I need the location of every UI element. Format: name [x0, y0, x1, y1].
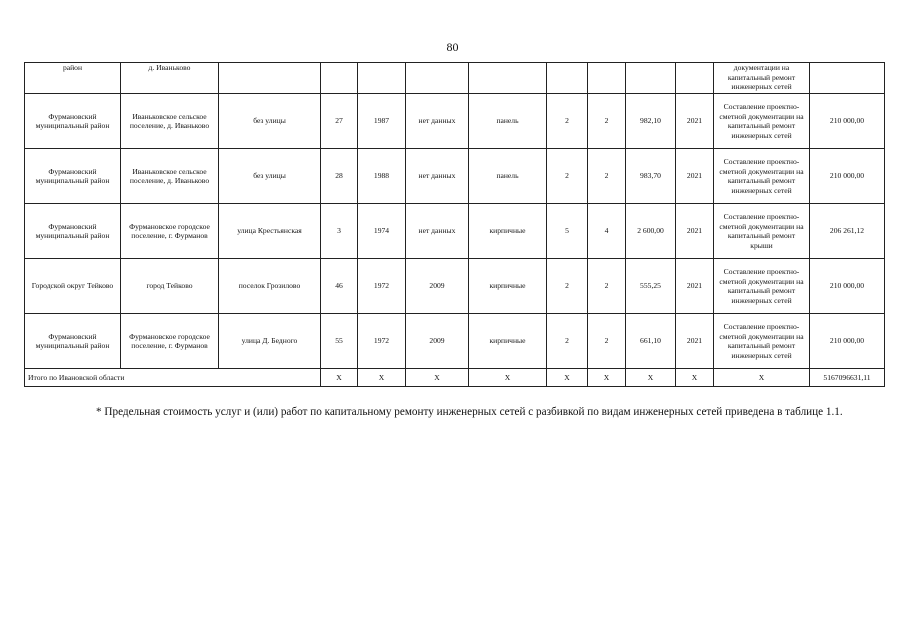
entrances-cell: 2: [588, 149, 626, 204]
area-cell: 982,10: [626, 94, 676, 149]
settlement-cell: город Тейково: [121, 259, 219, 314]
total-mark-cell: Х: [469, 369, 547, 387]
plan-year-cell: 2021: [676, 149, 714, 204]
empty-cell: [626, 63, 676, 94]
wall-material-cell: панель: [469, 94, 547, 149]
house-number-cell: 3: [321, 204, 358, 259]
cost-cell: 210 000,00: [810, 94, 885, 149]
year-repair-cell: нет данных: [406, 149, 469, 204]
table-row: [25, 149, 885, 204]
total-mark-cell: Х: [714, 369, 810, 387]
street-cell: улица Крестьянская: [219, 204, 321, 259]
footnote: * Предельная стоимость услуг и (или) работ по капитальному ремонту инженерных сетей с разбивкой по видам инженерных сетей приведена в таблице 1.1.: [96, 406, 843, 419]
settlement-cell: д. Иваньково: [121, 63, 219, 94]
year-repair-cell: 2009: [406, 314, 469, 369]
area-cell: 2 600,00: [626, 204, 676, 259]
table-row: [25, 94, 885, 149]
total-label: Итого по Ивановской области: [25, 369, 321, 387]
wall-material-cell: кирпичные: [469, 204, 547, 259]
plan-year-cell: 2021: [676, 259, 714, 314]
work-type-cell: Составление проектно-сметной документации на капитальный ремонт инженерных сетей: [714, 94, 810, 149]
total-cost-cell: 5167096631,11: [810, 369, 885, 387]
year-repair-cell: 2009: [406, 259, 469, 314]
floors-cell: 2: [547, 259, 588, 314]
table-row: [25, 259, 885, 314]
year-repair-cell: нет данных: [406, 204, 469, 259]
entrances-cell: 2: [588, 314, 626, 369]
wall-material-cell: кирпичные: [469, 259, 547, 314]
settlement-cell: Иваньковское сельское поселение, д. Иваньково: [121, 94, 219, 149]
year-built-cell: 1972: [358, 259, 406, 314]
wall-material-cell: кирпичные: [469, 314, 547, 369]
empty-cell: [406, 63, 469, 94]
settlement-cell: Фурмановское городское поселение, г. Фурманов: [121, 314, 219, 369]
district-cell: Фурмановский муниципальный район: [25, 204, 121, 259]
street-cell: без улицы: [219, 94, 321, 149]
district-cell: Фурмановский муниципальный район: [25, 149, 121, 204]
street-cell: без улицы: [219, 149, 321, 204]
total-mark-cell: Х: [358, 369, 406, 387]
table-row: [25, 204, 885, 259]
plan-year-cell: 2021: [676, 94, 714, 149]
entrances-cell: 4: [588, 204, 626, 259]
empty-cell: [588, 63, 626, 94]
plan-year-cell: 2021: [676, 314, 714, 369]
entrances-cell: 2: [588, 259, 626, 314]
cost-cell: 210 000,00: [810, 149, 885, 204]
floors-cell: 2: [547, 314, 588, 369]
table-row: [25, 314, 885, 369]
empty-cell: [469, 63, 547, 94]
wall-material-cell: панель: [469, 149, 547, 204]
street-cell: поселок Грозилово: [219, 259, 321, 314]
year-repair-cell: нет данных: [406, 94, 469, 149]
district-cell: Фурмановский муниципальный район: [25, 94, 121, 149]
cost-cell: 206 261,12: [810, 204, 885, 259]
total-row: [25, 369, 885, 387]
empty-cell: [547, 63, 588, 94]
work-type-cell: документации на капитальный ремонт инженерных сетей: [714, 63, 810, 94]
page-number: 80: [446, 40, 459, 54]
area-cell: 661,10: [626, 314, 676, 369]
district-cell: Фурмановский муниципальный район: [25, 314, 121, 369]
empty-cell: [358, 63, 406, 94]
total-mark-cell: Х: [676, 369, 714, 387]
work-type-cell: Составление проектно-сметной документации на капитальный ремонт инженерных сетей: [714, 314, 810, 369]
cost-cell: 210 000,00: [810, 259, 885, 314]
table-body: [25, 63, 885, 387]
work-type-cell: Составление проектно-сметной документации на капитальный ремонт крыши: [714, 204, 810, 259]
work-type-cell: Составление проектно-сметной документации на капитальный ремонт инженерных сетей: [714, 259, 810, 314]
floors-cell: 5: [547, 204, 588, 259]
empty-cell: [219, 63, 321, 94]
street-cell: улица Д. Бедного: [219, 314, 321, 369]
area-cell: 983,70: [626, 149, 676, 204]
year-built-cell: 1972: [358, 314, 406, 369]
table-row: [25, 63, 885, 94]
district-cell: Городской округ Тейково: [25, 259, 121, 314]
district-cell: район: [25, 63, 121, 94]
year-built-cell: 1974: [358, 204, 406, 259]
floors-cell: 2: [547, 149, 588, 204]
house-number-cell: 28: [321, 149, 358, 204]
total-mark-cell: Х: [626, 369, 676, 387]
total-mark-cell: Х: [547, 369, 588, 387]
empty-cell: [810, 63, 885, 94]
year-built-cell: 1988: [358, 149, 406, 204]
empty-cell: [321, 63, 358, 94]
settlement-cell: Иваньковское сельское поселение, д. Иваньково: [121, 149, 219, 204]
total-mark-cell: Х: [406, 369, 469, 387]
work-type-cell: Составление проектно-сметной документации на капитальный ремонт инженерных сетей: [714, 149, 810, 204]
settlement-cell: Фурмановское городское поселение, г. Фурманов: [121, 204, 219, 259]
cost-cell: 210 000,00: [810, 314, 885, 369]
house-number-cell: 55: [321, 314, 358, 369]
plan-year-cell: 2021: [676, 204, 714, 259]
entrances-cell: 2: [588, 94, 626, 149]
house-number-cell: 46: [321, 259, 358, 314]
repair-register-table: [24, 62, 885, 387]
area-cell: 555,25: [626, 259, 676, 314]
floors-cell: 2: [547, 94, 588, 149]
empty-cell: [676, 63, 714, 94]
year-built-cell: 1987: [358, 94, 406, 149]
total-mark-cell: Х: [588, 369, 626, 387]
house-number-cell: 27: [321, 94, 358, 149]
total-mark-cell: Х: [321, 369, 358, 387]
